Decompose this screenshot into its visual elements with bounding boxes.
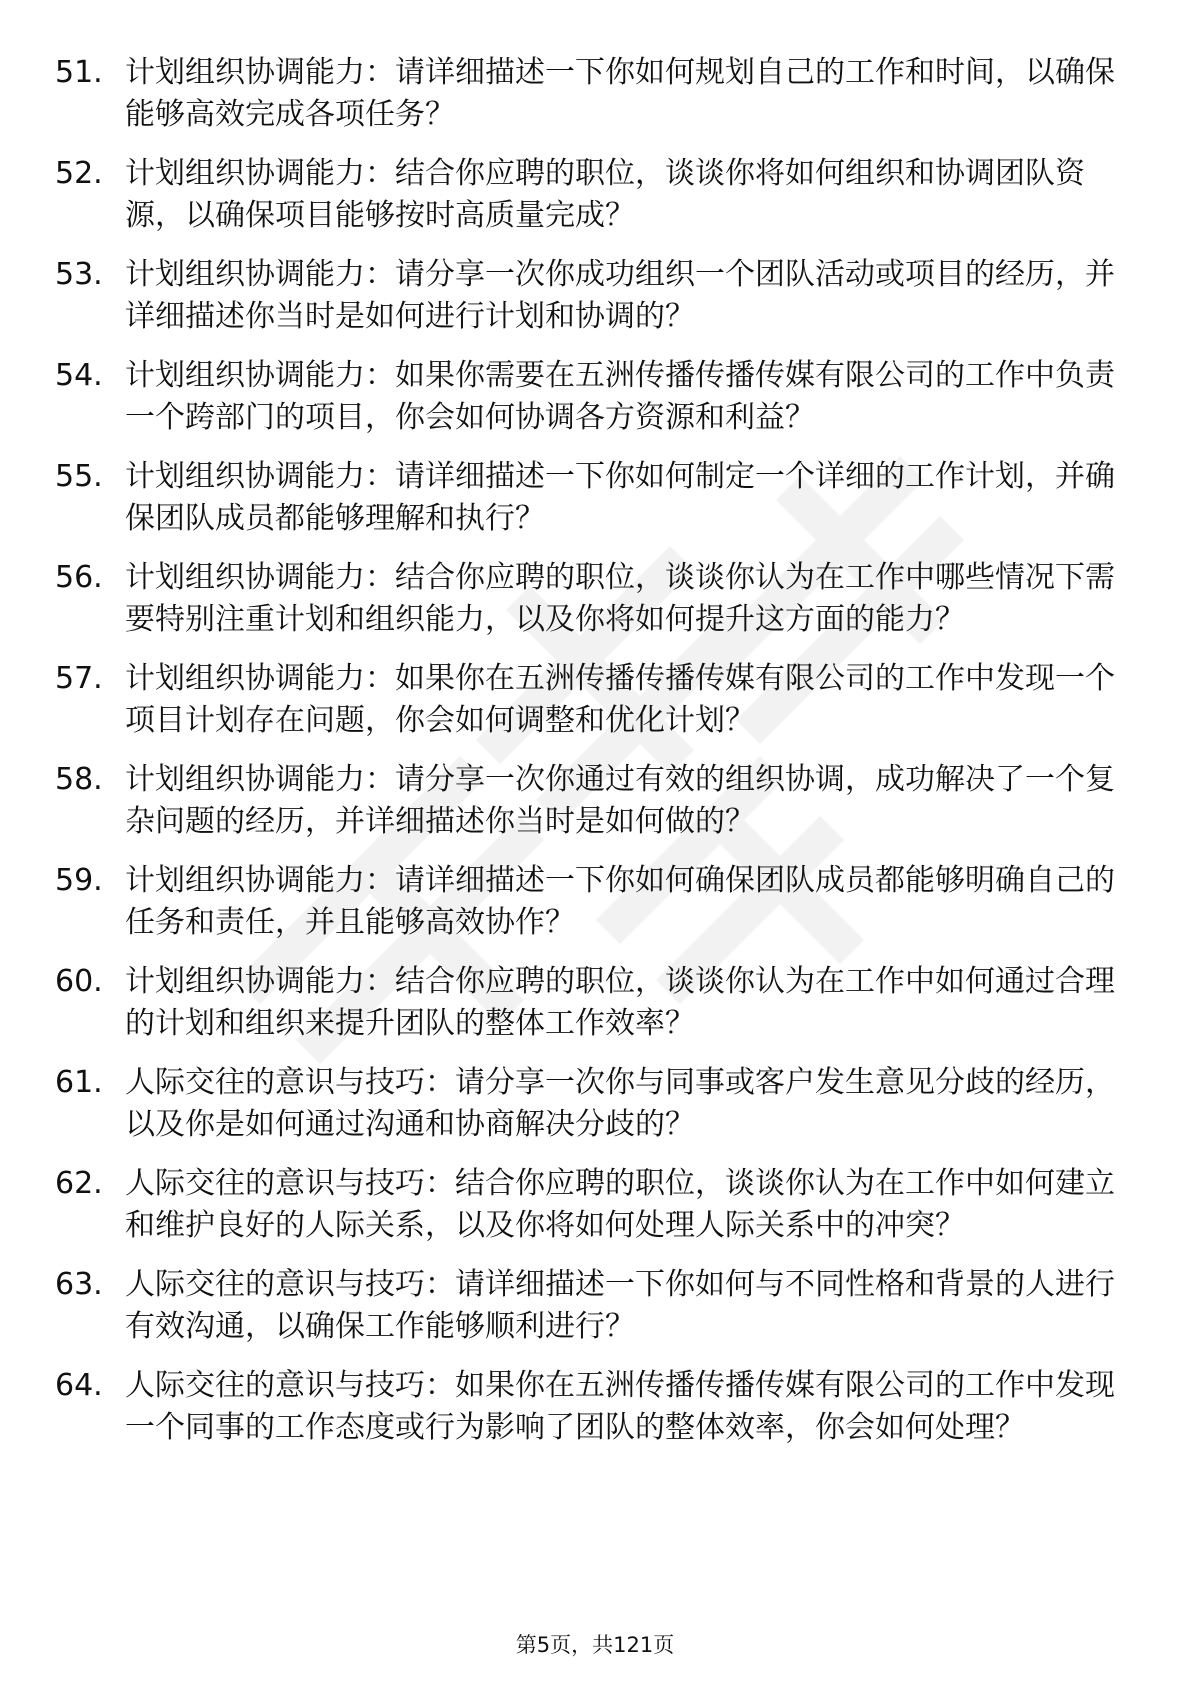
question-text: 计划组织协调能力：请详细描述一下你如何规划自己的工作和时间，以确保能够高效完成各项任务？ — [125, 55, 1115, 132]
question-text: 计划组织协调能力：请分享一次你通过有效的组织协调，成功解决了一个复杂问题的经历，并详细描述你当时是如何做的？ — [125, 762, 1115, 839]
page-number-label: 第5页，共121页 — [515, 1633, 675, 1657]
question-item — [55, 961, 1135, 1045]
question-number: 51. — [55, 55, 103, 90]
question-number: 63. — [55, 1267, 103, 1302]
question-text: 计划组织协调能力：请分享一次你成功组织一个团队活动或项目的经历，并详细描述你当时是如何进行计划和协调的？ — [125, 257, 1115, 334]
question-text: 计划组织协调能力：请详细描述一下你如何确保团队成员都能够明确自己的任务和责任，并且能够高效协作？ — [125, 863, 1115, 940]
question-text: 计划组织协调能力：如果你在五洲传播传播传媒有限公司的工作中发现一个项目计划存在问题，你会如何调整和优化计划？ — [125, 661, 1115, 738]
question-number: 58. — [55, 762, 103, 797]
question-item — [55, 557, 1135, 641]
question-item — [55, 153, 1135, 237]
question-number: 62. — [55, 1166, 103, 1201]
question-number: 55. — [55, 459, 103, 494]
question-item — [55, 456, 1135, 540]
question-text: 人际交往的意识与技巧：如果你在五洲传播传播传媒有限公司的工作中发现一个同事的工作态度或行为影响了团队的整体效率，你会如何处理？ — [125, 1368, 1115, 1445]
question-item — [55, 1365, 1135, 1449]
question-text: 计划组织协调能力：结合你应聘的职位，谈谈你认为在工作中如何通过合理的计划和组织来提升团队的整体工作效率？ — [125, 964, 1115, 1041]
question-item — [55, 658, 1135, 742]
question-item — [55, 759, 1135, 843]
question-number: 56. — [55, 560, 103, 595]
question-item — [55, 1062, 1135, 1146]
question-item — [55, 52, 1135, 136]
question-item — [55, 860, 1135, 944]
question-item — [55, 1163, 1135, 1247]
question-text: 计划组织协调能力：请详细描述一下你如何制定一个详细的工作计划，并确保团队成员都能够理解和执行？ — [125, 459, 1115, 536]
question-number: 60. — [55, 964, 103, 999]
question-text: 人际交往的意识与技巧：请详细描述一下你如何与不同性格和背景的人进行有效沟通，以确保工作能够顺利进行？ — [125, 1267, 1115, 1344]
question-item — [55, 254, 1135, 338]
question-item — [55, 1264, 1135, 1348]
question-number: 64. — [55, 1368, 103, 1403]
question-number: 61. — [55, 1065, 103, 1100]
question-list — [55, 52, 1135, 1466]
question-text: 计划组织协调能力：结合你应聘的职位，谈谈你认为在工作中哪些情况下需要特别注重计划和组织能力，以及你将如何提升这方面的能力？ — [125, 560, 1115, 637]
question-item — [55, 355, 1135, 439]
question-text: 人际交往的意识与技巧：请分享一次你与同事或客户发生意见分歧的经历，以及你是如何通过沟通和协商解决分歧的？ — [125, 1065, 1115, 1142]
question-number: 54. — [55, 358, 103, 393]
question-number: 53. — [55, 257, 103, 292]
question-number: 52. — [55, 156, 103, 191]
question-text: 人际交往的意识与技巧：结合你应聘的职位，谈谈你认为在工作中如何建立和维护良好的人际关系，以及你将如何处理人际关系中的冲突？ — [125, 1166, 1115, 1243]
question-text: 计划组织协调能力：如果你需要在五洲传播传播传媒有限公司的工作中负责一个跨部门的项目，你会如何协调各方资源和利益？ — [125, 358, 1115, 435]
question-number: 57. — [55, 661, 103, 696]
question-text: 计划组织协调能力：结合你应聘的职位，谈谈你将如何组织和协调团队资源，以确保项目能够按时高质量完成？ — [125, 156, 1085, 233]
question-number: 59. — [55, 863, 103, 898]
page-footer — [0, 1630, 1190, 1660]
